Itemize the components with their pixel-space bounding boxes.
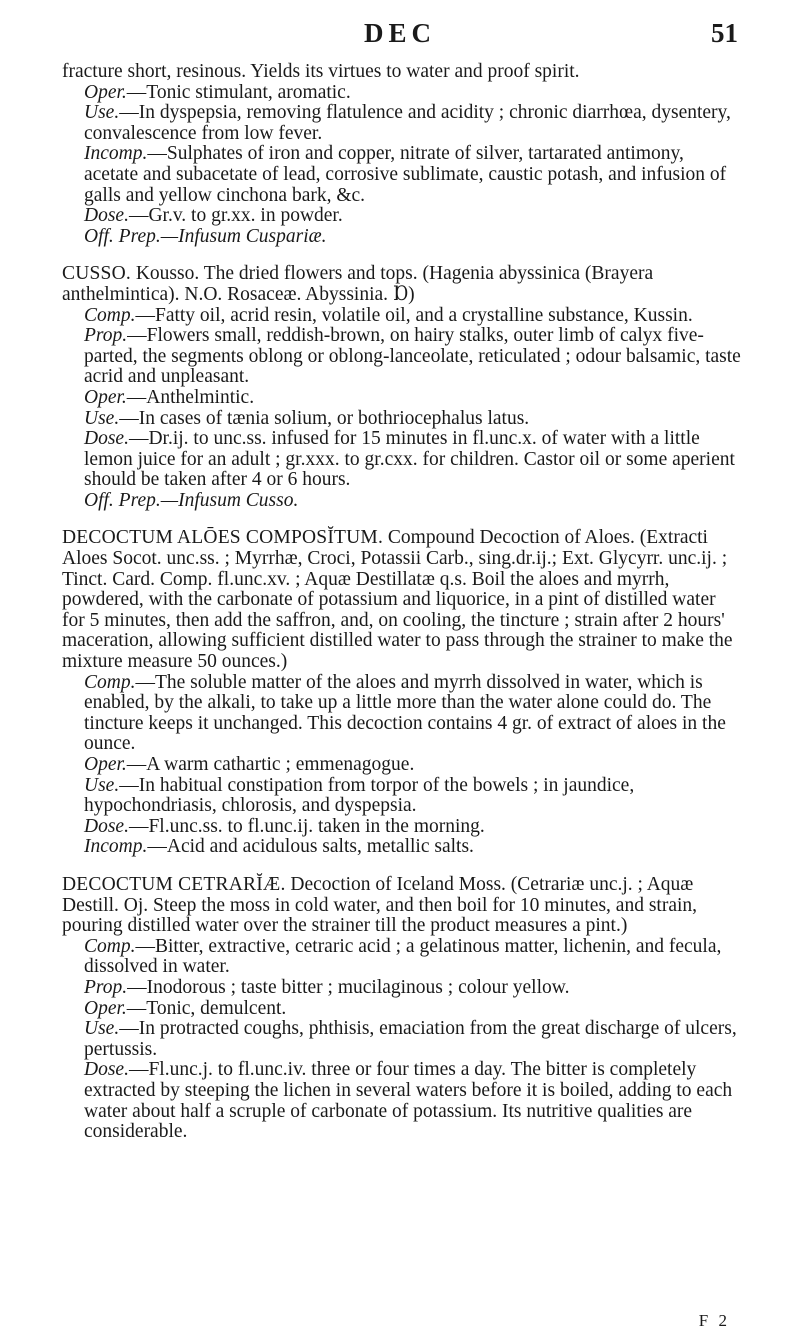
entry-section <box>62 755 742 776</box>
section-label: Dose. <box>84 815 129 837</box>
section-text: —Bitter, extractive, cetraric acid ; a gelatinous matter, lichenin, and fecula, dissolved in water. <box>84 935 722 978</box>
section-text: —Tonic stimulant, aromatic. <box>126 81 351 103</box>
body-text <box>62 62 742 1143</box>
entry-section <box>62 429 742 491</box>
entry-section <box>62 817 742 838</box>
entry-heading: CUSSO. <box>62 263 131 285</box>
section-text: —Anthelmintic. <box>126 386 255 408</box>
entry-decoctum-cetrariae <box>62 875 742 1143</box>
entry-heading: DECOCTUM ALŌES COMPOSĬTUM. <box>62 527 384 549</box>
section-label: Oper. <box>84 386 127 408</box>
entry-section <box>62 83 742 104</box>
section-text: —Gr.v. to gr.xx. in powder. <box>128 205 343 227</box>
section-label: Prop. <box>84 976 128 998</box>
section-text: —Dr.ij. to unc.ss. infused for 15 minutes in fl.unc.x. of water with a little lemon juice for an adult ; gr.xxx. to gr.cxx. for children. Castor oil or some aperient should be taken after 4 or 6 hours. <box>84 428 735 491</box>
entry-section <box>62 999 742 1020</box>
entry-section <box>62 978 742 999</box>
section-text: —Acid and acidulous salts, metallic salts. <box>147 836 474 858</box>
section-label: Off. Prep. <box>84 225 161 247</box>
entry-lead-paragraph <box>62 528 742 672</box>
section-text: —Infusum Cuspariæ. <box>160 225 327 247</box>
entry-section <box>62 673 742 755</box>
entry-section <box>62 1019 742 1060</box>
running-head-title: DEC <box>363 18 436 48</box>
section-text: —In dyspepsia, removing flatulence and acidity ; chronic diarrhœa, dysentery, convalescence from low fever. <box>84 102 731 144</box>
entry-section <box>62 388 742 409</box>
entry-heading: DECOCTUM CETRARĬÆ. <box>62 873 286 895</box>
entry-cusso <box>62 264 742 511</box>
section-text: fracture short, resinous. Yields its virtues to water and proof spirit. <box>62 61 580 82</box>
section-text: —A warm cathartic ; emmenagogue. <box>126 754 415 775</box>
entry-decoctum-aloes <box>62 528 742 858</box>
section-label: Incomp. <box>84 836 148 858</box>
section-text: —Infusum Cusso. <box>160 489 299 511</box>
section-label: Comp. <box>84 304 136 326</box>
section-label: Dose. <box>84 205 129 227</box>
printer-signature-mark: F 2 <box>698 1311 730 1330</box>
section-text: —Fatty oil, acrid resin, volatile oil, and a crystalline substance, Kussin. <box>135 304 693 326</box>
section-label: Use. <box>84 1018 120 1040</box>
section-label: Use. <box>84 774 120 796</box>
section-text: —Inodorous ; taste bitter ; mucilaginous ; colour yellow. <box>127 976 570 998</box>
entry-section <box>62 306 742 327</box>
section-label: Comp. <box>84 935 136 957</box>
entry-section <box>62 776 742 817</box>
section-label: Oper. <box>84 997 127 1019</box>
section-text: Compound Decoction of Aloes. (Extracti Aloes Socot. unc.ss. ; Myrrhæ, Croci, Potassii Carb., sing.dr.ij.; Ext. Glycyrr. unc.ij. ; Tinct. Card. Comp. fl.unc.xv. ; Aquæ Destillatæ q.s. Boil the aloes and myrrh, powdered, with the carbonate of potassium and liquorice, in a pint of distilled water for 5 minutes, then add the saffron, and, on cooling, the tincture ; strain after 2 hours' maceration, allowing sufficient distilled water to pass through the strainer to make the mixture measure 50 ounces.) <box>62 527 733 673</box>
section-text: —Flowers small, reddish-brown, on hairy stalks, outer limb of calyx five-parted, the segments oblong or oblong-lanceolate, reticulated ; odour balsamic, taste acrid and unpleasant. <box>84 325 741 388</box>
entry-cusparia-end <box>62 62 742 247</box>
section-label: Oper. <box>84 81 127 103</box>
section-label: Use. <box>84 102 120 124</box>
section-text: —The soluble matter of the aloes and myrrh dissolved in water, which is enabled, by the alkali, to take up a little more than the water alone could do. The tincture keeps it unchanged. This decoction contains 4 gr. of extract of aloes in the ounce. <box>84 671 726 755</box>
section-text: —Fl.unc.j. to fl.unc.iv. three or four times a day. The bitter is completely extracted by steeping the lichen in several waters before it is boiled, adding to each water about half a scruple of carbonate of potassium. Its nutritive qualities are considerable. <box>84 1059 733 1143</box>
entry-section <box>62 491 742 512</box>
section-label: Prop. <box>84 325 128 347</box>
entry-section <box>62 937 742 978</box>
entry-section <box>62 326 742 388</box>
section-label: Use. <box>84 407 120 429</box>
section-label: Dose. <box>84 1059 129 1081</box>
entry-lead-paragraph <box>62 875 742 937</box>
entry-section <box>62 144 742 206</box>
section-text: Decoction of Iceland Moss. (Cetrariæ unc.j. ; Aquæ Destill. Oj. Steep the moss in cold water, and then boil for 10 minutes, and strain, pouring distilled water over the strainer till the product measures a pint.) <box>62 873 698 937</box>
section-label: Off. Prep. <box>84 489 161 511</box>
section-text: —Tonic, demulcent. <box>126 997 287 1019</box>
entry-section <box>62 103 742 144</box>
section-text: Kousso. The dried flowers and tops. (Hagenia abyssinica (Brayera anthelmintica). N.O. Rosaceæ. Abyssinia. Ɒ) <box>62 263 654 305</box>
running-header <box>0 14 800 54</box>
section-label: Dose. <box>84 428 129 450</box>
section-text: —In protracted coughs, phthisis, emaciation from the great discharge of ulcers, pertussis. <box>84 1018 737 1060</box>
section-label: Incomp. <box>84 143 148 165</box>
page-number: 51 <box>711 18 738 48</box>
section-label: Oper. <box>84 754 127 775</box>
entry-section <box>62 837 742 858</box>
entry-section <box>62 409 742 430</box>
section-text: —In habitual constipation from torpor of the bowels ; in jaundice, hypochondriasis, chlorosis, and dyspepsia. <box>84 774 635 817</box>
entry-section <box>62 227 742 248</box>
section-text: —Fl.unc.ss. to fl.unc.ij. taken in the morning. <box>128 815 485 837</box>
section-text: —Sulphates of iron and copper, nitrate of silver, tartarated antimony, acetate and subacetate of lead, corrosive sublimate, caustic potash, and infusion of galls and yellow cinchona bark, &c. <box>84 143 727 206</box>
section-text: —In cases of tænia solium, or bothriocephalus latus. <box>119 407 530 429</box>
entry-section <box>62 206 742 227</box>
entry-section <box>62 1060 742 1142</box>
entry-lead-paragraph <box>62 264 742 305</box>
section-label: Comp. <box>84 671 136 693</box>
entry-section <box>62 62 742 83</box>
